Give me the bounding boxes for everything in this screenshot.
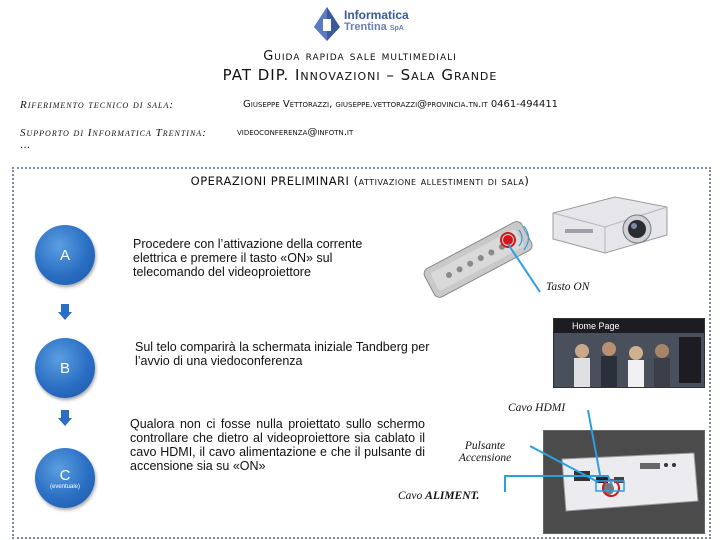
down-arrow-icon: [58, 410, 72, 426]
logo-emblem-icon: [312, 5, 342, 43]
step-c-sublabel: (eventuale): [49, 483, 81, 490]
step-a-badge: A: [35, 225, 95, 285]
tandberg-screen-image: [553, 318, 705, 388]
step-a-text: Procedere con l’attivazione della corrente elettrica e premere il tasto «ON» sul telecomando del videoproiettore: [133, 237, 363, 279]
step-b-text: Sul telo comparirà la schermata iniziale Tandberg per l’avvio di una viedoconferenza: [135, 340, 430, 368]
support-email: videoconferenza@infotn.it: [237, 127, 354, 138]
cavo-aliment-label: Cavo ALIMENT.: [398, 490, 480, 502]
projector-image: [545, 183, 675, 263]
reference-label: Riferimento tecnico di sala:: [20, 99, 175, 111]
section-title: OPERAZIONI PRELIMINARI (attivazione allestimenti di sala): [190, 174, 530, 188]
reference-value: Giuseppe Vettorazzi, giuseppe.vettorazzi@provincia.tn.it 0461-494411: [243, 99, 559, 110]
logo-line2: Trentina SpA: [344, 21, 404, 33]
down-arrow-icon: [58, 304, 72, 320]
support-label: Supporto di Informatica Trentina:: [20, 127, 207, 139]
page-title-line1: Guida rapida sale multimediali: [263, 49, 457, 64]
page-title-line2: PAT DIP. Innovazioni – Sala Grande: [222, 66, 498, 84]
home-page-label: Home Page: [572, 321, 620, 331]
step-c-text: Qualora non ci fosse nulla proiettato sullo schermo controllare che dietro al videoproiettore sia cablato il cavo HDMI, il cavo alimentazione e che il pulsante di accensione sia su «ON»: [130, 417, 425, 473]
pulsante-accensione-label: Pulsante Accensione: [458, 440, 512, 464]
logo-text: [344, 9, 409, 35]
support-ellipsis: …: [20, 140, 30, 151]
cavo-hdmi-label: Cavo HDMI: [508, 402, 566, 414]
people-photo: [554, 333, 704, 387]
logo-line1: Informatica: [344, 8, 409, 22]
step-b-badge: B: [35, 338, 95, 398]
tasto-on-label: Tasto ON: [546, 281, 590, 293]
step-c-badge: C (eventuale): [35, 448, 95, 508]
company-logo: [312, 5, 342, 47]
